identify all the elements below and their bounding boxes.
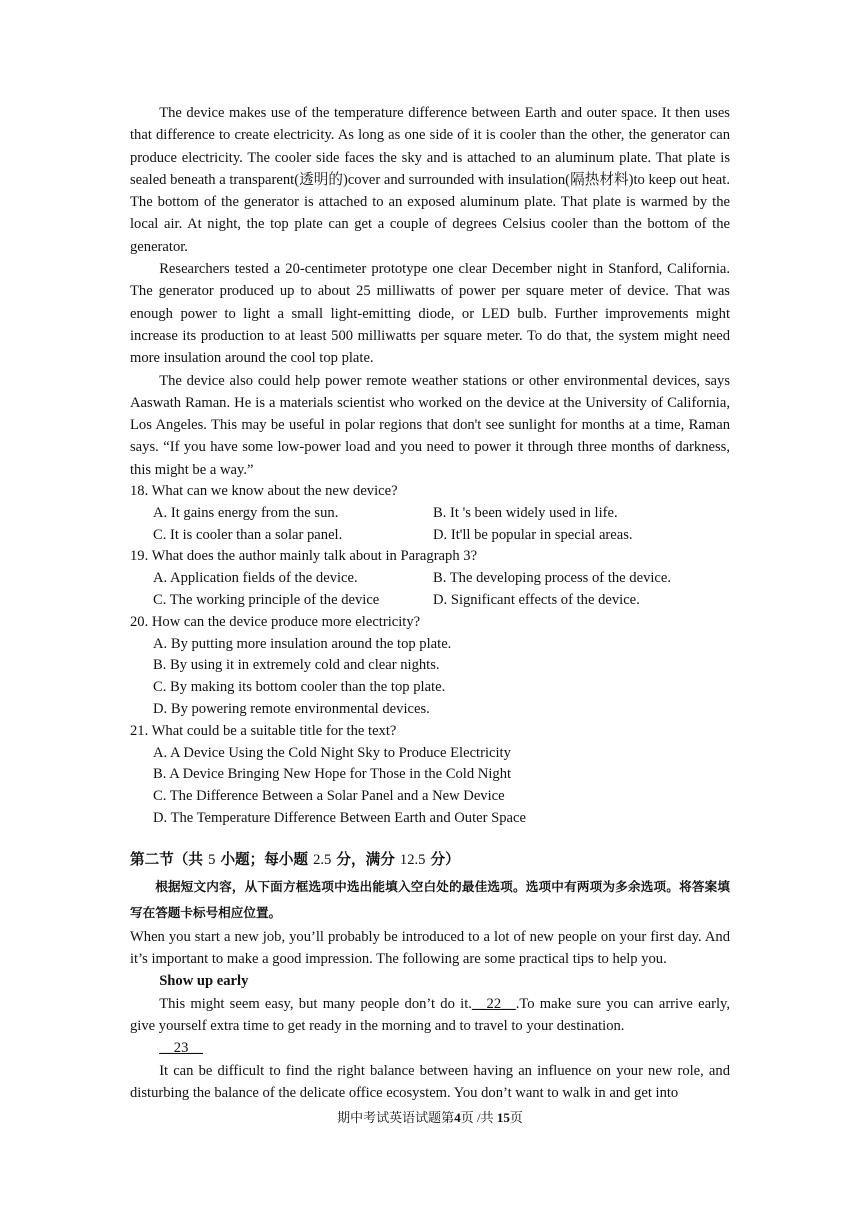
option-d: D. By powering remote environmental devices. [153,701,430,718]
option-d: D. Significant effects of the device. [433,592,640,609]
option-a: A. By putting more insulation around the top plate. [153,635,452,652]
option-a: A. Application fields of the device. [153,570,358,587]
option-c: C. The Difference Between a Solar Panel and a New Device [153,788,505,805]
option-c: C. By making its bottom cooler than the top plate. [153,679,446,696]
blank-23: __23__ [159,1040,203,1057]
passage-intro: When you start a new job, you’ll probably be introduced to a lot of new people on your first day. And it’s important to make a good impression. The following are some practical tips to help you. [130,928,730,968]
question-19 [130,546,730,611]
page-total: 15 [496,1110,510,1125]
question-stem: 20. How can the device produce more electricity? [130,613,421,630]
option-c: C. The working principle of the device [153,592,380,609]
blank-23-heading [130,1037,730,1059]
option-b: B. By using it in extremely cold and clear nights. [153,657,440,674]
option-b: B. It 's been widely used in life. [433,504,618,521]
question-18 [130,481,730,546]
question-stem: 18. What can we know about the new device? [130,483,398,500]
option-c: C. It is cooler than a solar panel. [153,526,343,543]
passage-paragraph-show-up: This might seem easy, but many people don’t do it.__22__.To make sure you can arrive early, give yourself extra time to get ready in the morning and to travel to your destination. [130,995,730,1034]
page-number: 4 [454,1110,461,1125]
option-d: D. It'll be popular in special areas. [433,526,633,543]
blank-22: __22__ [471,995,516,1012]
subheading-show-up-early: Show up early [159,973,249,990]
option-b: B. The developing process of the device. [433,570,672,587]
page-content [130,102,730,1104]
page-footer: 期中考试英语试题第4页 /共 15页 [337,1110,523,1125]
option-a: A. A Device Using the Cold Night Sky to Produce Electricity [153,744,511,761]
question-stem: 21. What could be a suitable title for the text? [130,722,397,739]
question-20 [130,612,730,721]
option-a: A. It gains energy from the sun. [153,504,339,521]
section-2-instruction: 根据短文内容，从下面方框选项中选出能填入空白处的最佳选项。选项中有两项为多余选项。将答案填写在答题卡标号相应位置。 [130,878,730,920]
passage-paragraph-balance: It can be difficult to find the right balance between having an influence on your new role, and disturbing the balance of the delicate office ecosystem. You don’t want to walk in and get into [130,1062,730,1101]
option-d: D. The Temperature Difference Between Earth and Outer Space [153,810,526,826]
section-2-heading: 第二节（共 5 小题；每小题 2.5 分，满分 12.5 分） [130,850,460,868]
option-b: B. A Device Bringing New Hope for Those in the Cold Night [153,766,512,783]
passage-paragraph-2: Researchers tested a 20-centimeter prototype one clear December night in Stanford, California. The generator produced up to about 25 milliwatts of power per square meter of device. That was enough power to light a small light-emitting diode, or LED bulb. Further improvements might increase its production to at least 500 milliwatts per square meter. To do that, the system might need more insulation around the cool top plate. [130,261,730,367]
passage-paragraph-1: The device makes use of the temperature difference between Earth and outer space. It then uses that difference to create electricity. As long as one side of it is cooler than the other, the generator can produce electricity. The cooler side faces the sky and is attached to an aluminum plate. That plate is sealed beneath a transparent(透明的)cover and surrounded with insulation(隔热材料)to keep out heat. The bottom of the generator is attached to an exposed aluminum plate. That plate is warmed by the local air. At night, the top plate can get a couple of degrees Celsius cooler than the bottom of the generator. [130,105,730,255]
question-stem: 19. What does the author mainly talk about in Paragraph 3? [130,548,478,565]
question-21 [130,721,730,830]
passage-paragraph-3: The device also could help power remote weather stations or other environmental devices, says Aaswath Raman. He is a materials scientist who worked on the device at the University of California, Los Angeles. This may be useful in polar regions that don't see sunlight for months at a time, Raman says. “If you have some low-power load and you need to power it through three months of darkness, this might be a way.” [130,372,730,478]
